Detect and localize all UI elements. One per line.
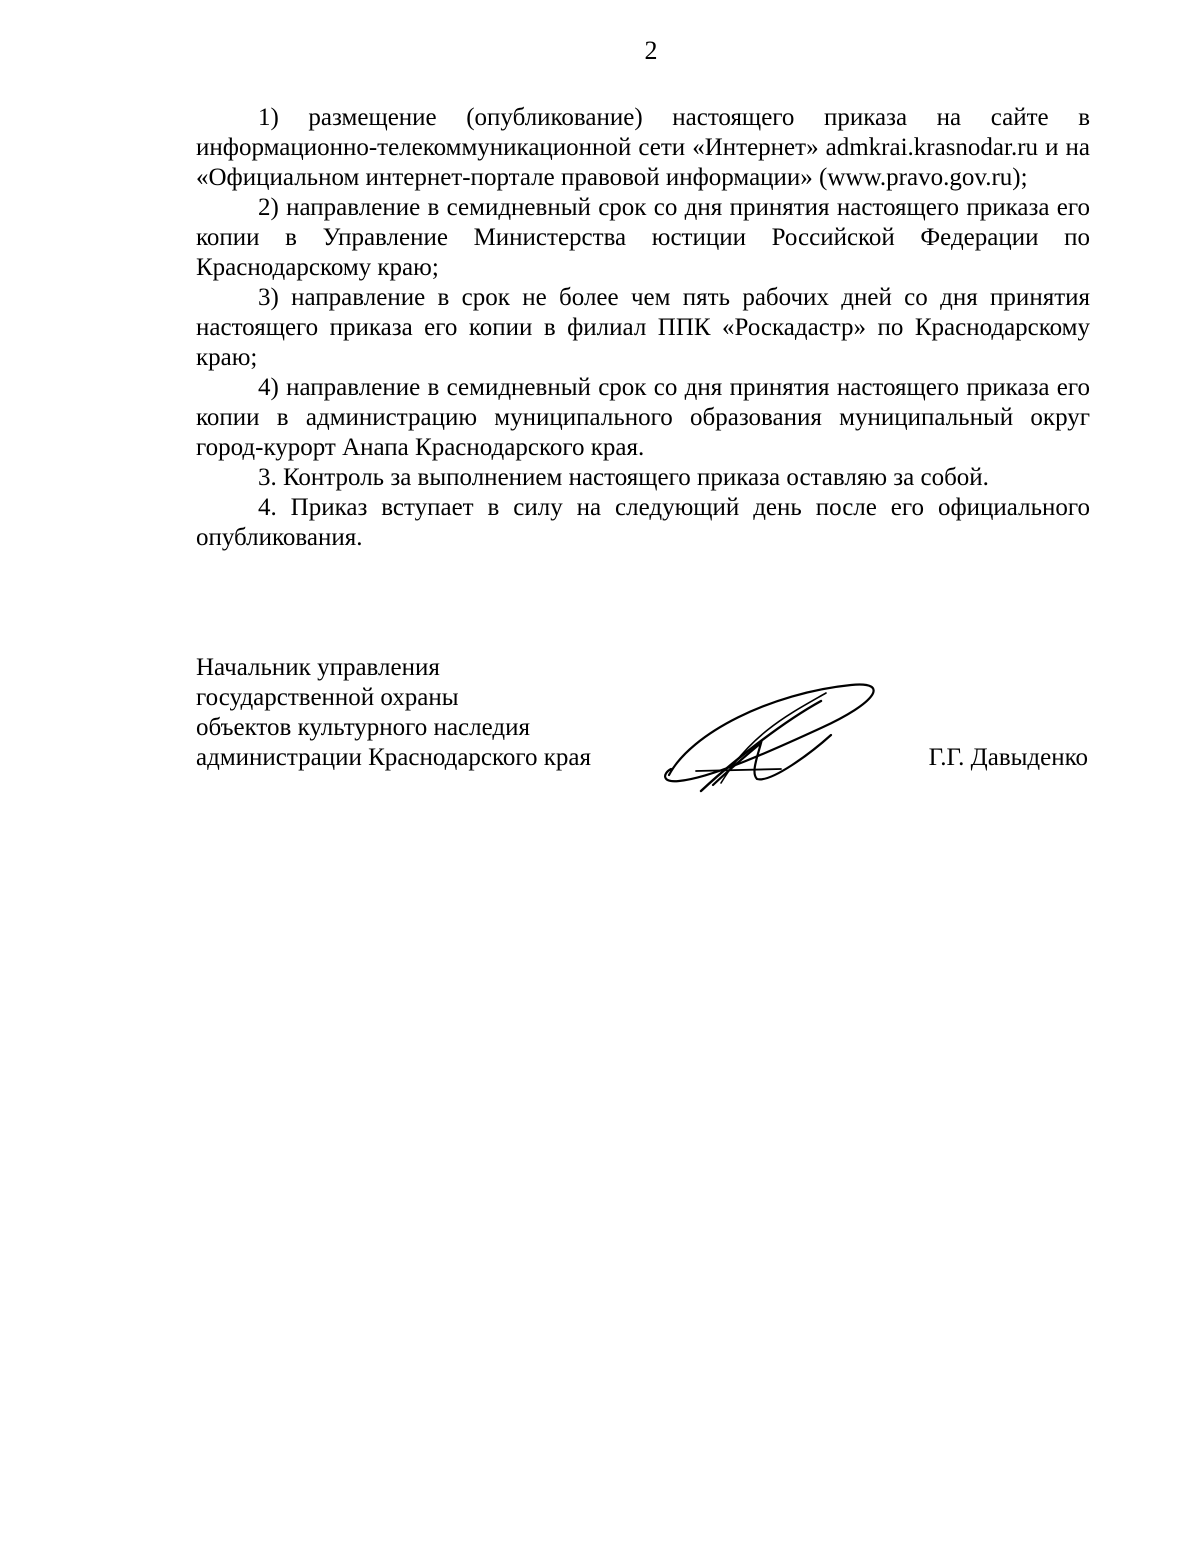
paragraph-control: 3. Контроль за выполнением настоящего приказа оставляю за собой. (258, 464, 989, 491)
signer-title-line: государственной охраны (196, 684, 459, 711)
handwritten-signature-icon (661, 673, 881, 793)
signature-block (196, 653, 1096, 813)
paragraph-item-3: 3) направление в срок не более чем пять рабочих дней со дня принятия настоящего приказа его копии в филиал ППК «Роскадастр» по Краснодарскому краю; (196, 284, 1090, 371)
paragraph-item-1: 1) размещение (опубликование) настоящего приказа на сайте в информационно-телекоммуникационной сети «Интернет» admkrai.krasnodar.ru и на «Официальном интернет-портале правовой информации» (www.pravo.gov.ru); (196, 104, 1090, 191)
paragraph-item-2: 2) направление в семидневный срок со дня принятия настоящего приказа его копии в Управление Министерства юстиции Российской Федерации по Краснодарскому краю; (196, 194, 1090, 281)
paragraph-item-4: 4) направление в семидневный срок со дня принятия настоящего приказа его копии в администрацию муниципального образования муниципальный округ город-курорт Анапа Краснодарского края. (196, 374, 1090, 461)
page-number: 2 (644, 36, 658, 65)
signer-title (196, 653, 591, 773)
paragraph-effect: 4. Приказ вступает в силу на следующий день после его официального опубликования. (196, 494, 1090, 551)
signer-title-line: администрации Краснодарского края (196, 744, 592, 771)
signer-title-line: Начальник управления (196, 654, 440, 681)
signer-title-line: объектов культурного наследия (196, 714, 530, 741)
document-body (196, 103, 1090, 553)
signer-name: Г.Г. Давыденко (928, 744, 1088, 771)
